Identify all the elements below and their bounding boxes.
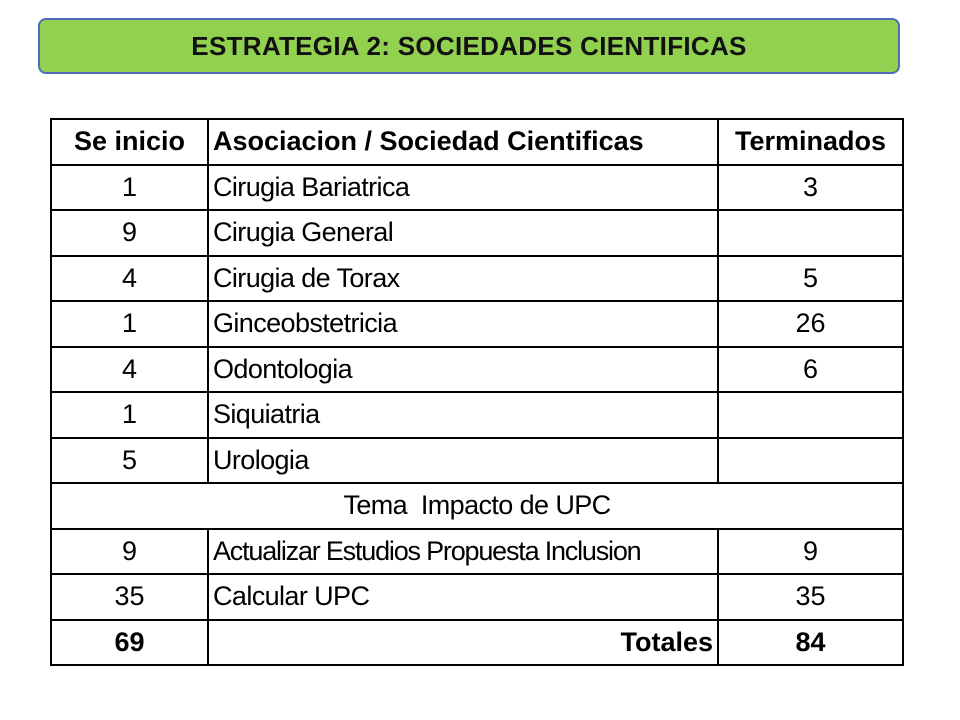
header-finished: Terminados — [718, 119, 903, 165]
cell-association: Urologia — [208, 438, 718, 484]
table-row — [51, 392, 903, 438]
totals-label: Totales — [208, 620, 718, 666]
cell-association: Ginceobstetricia — [208, 301, 718, 347]
section-heading-row — [51, 483, 903, 529]
table-row — [51, 165, 903, 211]
cell-started: 35 — [51, 574, 208, 620]
data-table — [50, 118, 904, 666]
cell-finished: 9 — [718, 529, 903, 575]
cell-started: 4 — [51, 347, 208, 393]
cell-association: Cirugia de Torax — [208, 256, 718, 302]
cell-started: 1 — [51, 301, 208, 347]
totals-row — [51, 620, 903, 666]
cell-association: Actualizar Estudios Propuesta Inclusion — [208, 529, 718, 575]
table-row — [51, 301, 903, 347]
cell-finished — [718, 210, 903, 256]
cell-association: Siquiatria — [208, 392, 718, 438]
cell-started: 4 — [51, 256, 208, 302]
cell-finished — [718, 438, 903, 484]
section-heading: Tema Impacto de UPC — [51, 483, 903, 529]
cell-association: Odontologia — [208, 347, 718, 393]
cell-association: Cirugia Bariatrica — [208, 165, 718, 211]
table-row — [51, 256, 903, 302]
total-started: 69 — [51, 620, 208, 666]
cell-association: Cirugia General — [208, 210, 718, 256]
title-banner: ESTRATEGIA 2: SOCIEDADES CIENTIFICAS — [38, 18, 900, 74]
cell-finished — [718, 392, 903, 438]
cell-started: 9 — [51, 210, 208, 256]
cell-finished: 5 — [718, 256, 903, 302]
header-started: Se inicio — [51, 119, 208, 165]
cell-started: 1 — [51, 392, 208, 438]
table-row — [51, 574, 903, 620]
table-row — [51, 347, 903, 393]
table-row — [51, 529, 903, 575]
cell-finished: 26 — [718, 301, 903, 347]
table-row — [51, 210, 903, 256]
header-association: Asociacion / Sociedad Cientificas — [208, 119, 718, 165]
cell-started: 5 — [51, 438, 208, 484]
cell-started: 1 — [51, 165, 208, 211]
cell-association: Calcular UPC — [208, 574, 718, 620]
header-row — [51, 119, 903, 165]
total-finished: 84 — [718, 620, 903, 666]
cell-finished: 35 — [718, 574, 903, 620]
cell-finished: 6 — [718, 347, 903, 393]
cell-started: 9 — [51, 529, 208, 575]
cell-finished: 3 — [718, 165, 903, 211]
table-row — [51, 438, 903, 484]
